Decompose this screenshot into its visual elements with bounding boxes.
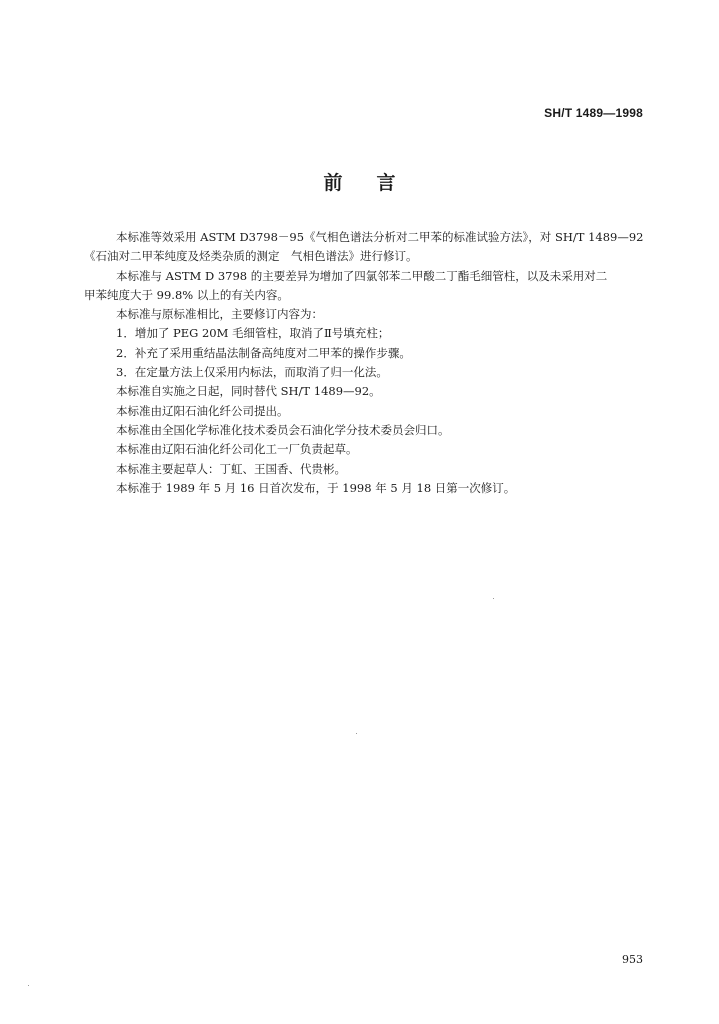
paragraph-line: 本标准等效采用 ASTM D3798－95《气相色谱法分析对二甲苯的标准试验方法》，对 SH/T 1489—92: [116, 230, 644, 244]
paragraph-revisions-intro: 本标准与原标准相比，主要修订内容为：: [116, 307, 323, 322]
paragraph-differences: [92, 267, 672, 286]
paragraph-replacement: 本标准自实施之日起，同时替代 SH/T 1489—92。: [116, 384, 381, 399]
paragraph-drafters: 本标准主要起草人：丁虹、王国香、代贵彬。: [116, 461, 346, 476]
scan-speck: [493, 598, 494, 599]
paragraph-proposer: 本标准由辽阳石油化纤公司提出。: [116, 403, 289, 418]
scan-speck: [28, 985, 29, 986]
paragraph-adoption: [92, 228, 672, 247]
heading-char-2: 言: [376, 172, 396, 194]
revision-item-1: 1．增加了 PEG 20M 毛细管柱，取消了Ⅱ号填充柱；: [116, 326, 390, 341]
paragraph-differences-continued: 甲苯纯度大于 99.8% 以上的有关内容。: [84, 287, 289, 302]
paragraph-history: 本标准于 1989 年 5 月 16 日首次发布，于 1998 年 5 月 18 日第一次修订。: [116, 480, 516, 495]
heading-char-1: 前: [323, 172, 343, 194]
foreword-body: [84, 228, 672, 498]
scan-speck: [356, 733, 357, 734]
paragraph-adoption-continued: 《石油对二甲苯纯度及烃类杂质的测定 气相色谱法》进行修订。: [84, 249, 418, 264]
revision-item-3: 3．在定量方法上仅采用内标法，而取消了归一化法。: [116, 365, 388, 380]
paragraph-committee: 本标准由全国化学标准化技术委员会石油化学分技术委员会归口。: [116, 422, 450, 437]
paragraph-drafting-unit: 本标准由辽阳石油化纤公司化工一厂负责起草。: [116, 442, 358, 457]
page-number: 953: [622, 953, 643, 966]
paragraph-line: 本标准与 ASTM D 3798 的主要差异为增加了四氯邻苯二甲酸二丁酯毛细管柱，以及未采用对二: [116, 268, 608, 283]
standard-number: SH/T 1489—1998: [544, 106, 643, 120]
foreword-heading: [0, 168, 719, 195]
revision-item-2: 2．补充了采用重结晶法制备高纯度对二甲苯的操作步骤。: [116, 345, 411, 360]
